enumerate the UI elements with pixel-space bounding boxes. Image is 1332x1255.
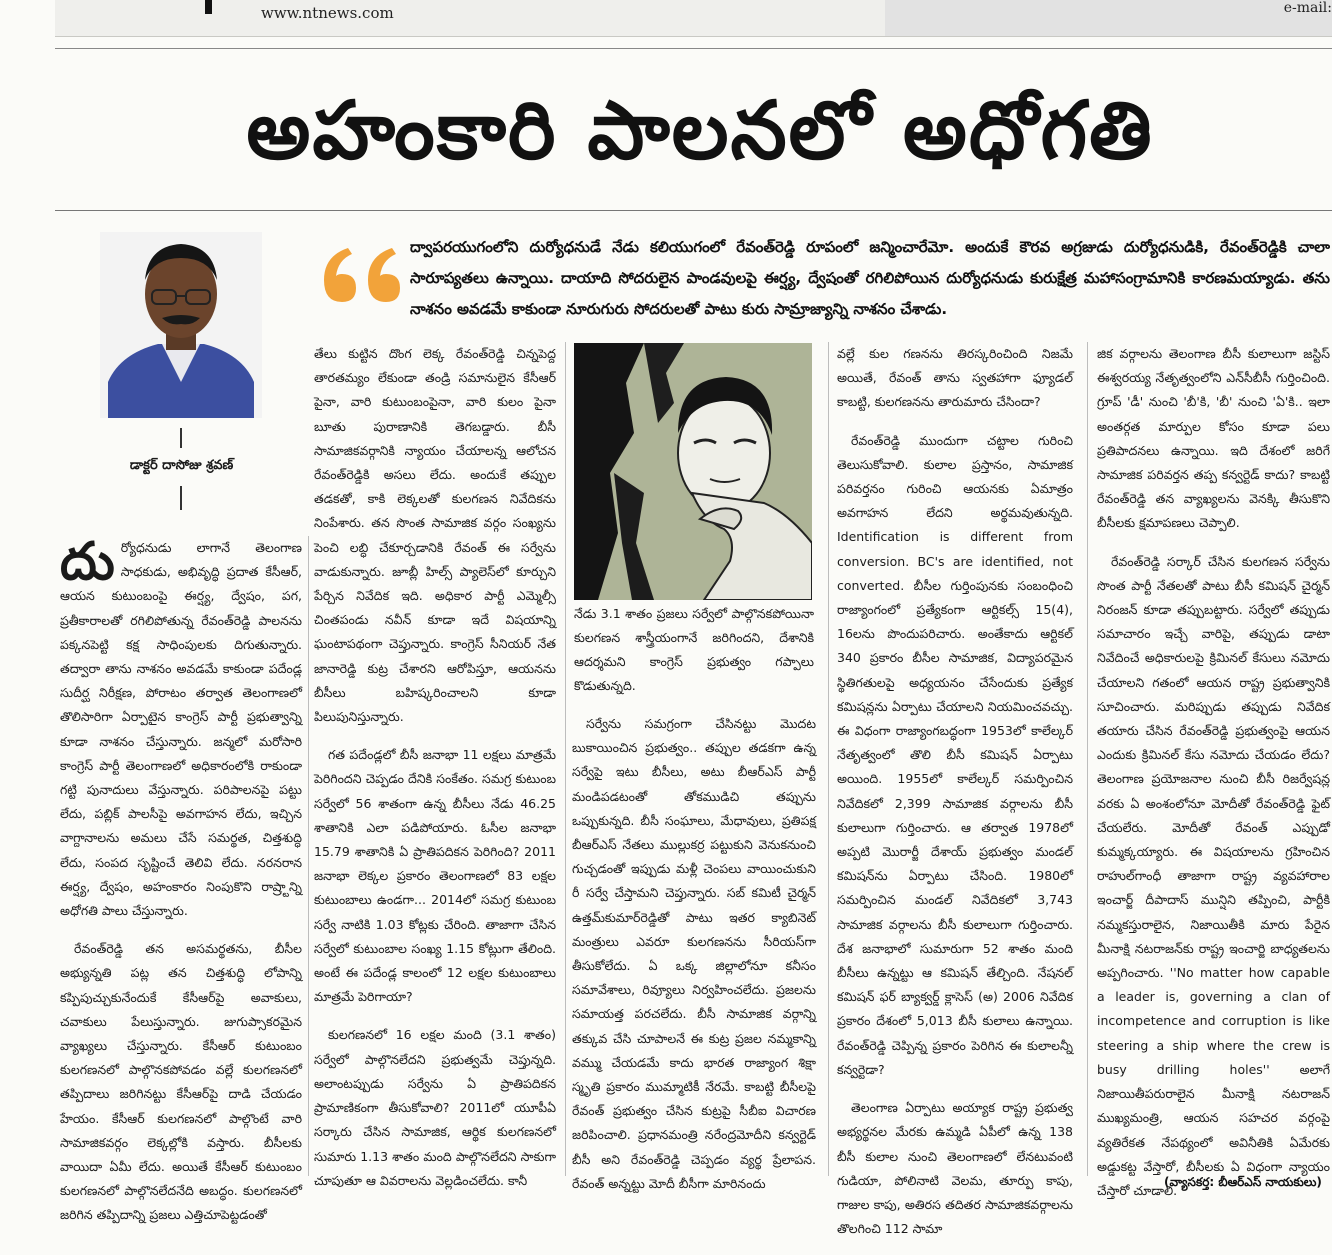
revanth-reddy-illustration bbox=[574, 343, 812, 600]
masthead-right-panel bbox=[885, 0, 1332, 36]
pull-quote: ద్వాపరయుగంలోని దుర్యోధనుడే నేడు కలియుగంలో రేవంత్‌రెడ్డి రూపంలో జన్మించారేమో. అందుకే కౌరవ అగ్రజుడు దుర్యోధనుడికి, రేవంత్‌రెడ్డికి చాలా సారూప్యతలు ఉన్నాయి. దాయాది సోదరులైన పాండవులపై ఈర్ష్య, ద్వేషంతో రగిలిపోయిన దుర్యోధనుడు కురుక్షేత్ర మహాసంగ్రామానికి కారణమయ్యాడు. తను నాశనం అవడమే కాకుండా నూరుగురు సోదరులతో పాటు కురు సామ్రాజ్యాన్ని నాశనం చేశాడు. bbox=[410, 238, 1330, 318]
column-2-paragraph-1: తేలు కుట్టిన దొంగ లెక్క రేవంత్‌రెడ్డి చిన్నపెద్ద తారతమ్యం లేకుండా తండ్రి సమానులైన కేసీఆర్ పైనా, వారి కుటుంబంపైనా, వారి కులం పైనా బూతు పురాణానికి తెగబడ్డారు. బీసీ సామాజికవర్గానికి న్యాయం చేయాలన్న ఆలోచన రేవంత్‌రెడ్డికి అసలు లేదు. అందుకే తప్పుల తడకతో, కాకి లెక్కలతో కులగణన నివేదికను నింపేశారు. తన సొంత సామాజిక వర్గం సంఖ్యను పెంచి లబ్ధి చేకూర్చడానికి రేవంత్ ఈ సర్వేను వాడుకున్నారు. జూబ్లీ హిల్స్ ప్యాలెస్‌లో కూర్చుని పేర్చిన నివేదిక ఇది. అధికార పార్టీ ఎమ్మెల్సీ చింతపండు నవీన్ కూడా ఇదే విషయాన్ని ఘంటాపథంగా చెప్తున్నారు. కాంగ్రెస్ సీనియర్ నేత జానారెడ్డి కుట్ర చేశారని ఆరోపిస్తూ, ఆయనను బీసీలు బహిష్కరించాలని కూడా పిలుపునిస్తున్నారు. bbox=[314, 346, 556, 725]
masthead-url: www.ntnews.com bbox=[261, 4, 394, 22]
author-credit: (వ్యాసకర్త: బీఆర్‌ఎస్ నాయకులు) bbox=[1164, 1175, 1322, 1189]
column-2-paragraph-3: కులగణనలో 16 లక్షల మంది (3.1 శాతం) సర్వేలో పాల్గొనలేదని ప్రభుత్వమే చెప్తున్నది. అలాంటప్పుడు సర్వేను ఏ ప్రాతిపదికన ప్రామాణికంగా తీసుకోవాలి? 2011లో యూపీఏ సర్కారు చేసిన సామాజిక, ఆర్థిక కులగణనలో సుమారు 1.13 శాతం మంది పాల్గొనలేదని సాకుగా చూపుతూ ఆ వివరాలను వెల్లడించలేదు. కానీ bbox=[314, 1027, 556, 1188]
article-column-1 bbox=[60, 532, 302, 1242]
column-1-paragraph-1 bbox=[60, 532, 302, 923]
column-rule-2 bbox=[565, 342, 566, 1176]
article-column-2 bbox=[314, 342, 556, 1207]
article-headline: అహంకారి పాలనలో అధోగతి bbox=[246, 84, 1154, 177]
image-caption: నేడు 3.1 శాతం ప్రజలు సర్వేలో పాల్గొనకపోయినా కులగణన శాస్త్రీయంగానే జరిగిందని, దేశానికి ఆదర్శమని కాంగ్రెస్ ప్రభుత్వం గప్పాలు కొడుతున్నది. bbox=[574, 606, 814, 693]
author-name: డాక్టర్ దాసోజు శ్రవణ్ bbox=[129, 458, 234, 473]
column-4-paragraph-3: తెలంగాణ ఏర్పాటు అయ్యాక రాష్ట్ర ప్రభుత్వ అభ్యర్థనల మేరకు ఉమ్మడి ఏపీలో ఉన్న 138 బీసీ కులాల నుంచి తెలంగాణలో లేనటువంటి గుడియా, పోలినాటి వెలమ, తూర్పు కాపు, గాజుల కాపు, అతిరస తదితర సామాజికవర్గాలను తొలగించి 112 సామా bbox=[837, 1100, 1073, 1237]
column-rule-1 bbox=[308, 536, 309, 1176]
masthead bbox=[55, 0, 1332, 37]
author-photo bbox=[100, 232, 262, 418]
column-3-paragraph-1: సర్వేను సమగ్రంగా చేసినట్టు మొదట బుకాయించిన ప్రభుత్వం.. తప్పుల తడకగా ఉన్న సర్వేపై ఇటు బీసీలు, అటు బీఆర్‌ఎస్ పార్టీ మండిపడటంతో తోకముడిచి తప్పును ఒప్పుకున్నది. బీసీ సంఘాలు, మేధావులు, ప్రతిపక్ష బీఆర్‌ఎస్ నేతలు ముల్లుకర్ర పట్టుకుని వెనుకనుంచి గుచ్చడంతో ఇప్పుడు మళ్లీ చెంపలు వాయించుకుని రీ సర్వే చేస్తామని చెప్తున్నారు. సబ్ కమిటీ చైర్మన్ ఉత్తమ్‌కుమార్‌రెడ్డితో పాటు ఇతర క్యాబినెట్ మంత్రులు ఎవరూ కులగణనను సీరియస్‌గా తీసుకోలేదు. ఏ ఒక్క జిల్లాలోనూ కనీసం సమావేశాలు, రివ్యూలు నిర్వహించలేదు. ప్రజలను సమాయత్త పరచలేదు. బీసీ సామాజిక వర్గాన్ని తక్కువ చేసి చూపాలనే ఈ కుట్ర ప్రజల నమ్మకాన్ని వమ్ము చేయడమే కాదు భారత రాజ్యాంగ శిక్షా స్మృతి ప్రకారం ముమ్మాటికీ నేరమే. కాబట్టి బీసీలపై రేవంత్ ప్రభుత్వం చేసిన కుట్రపై సీబీఐ విచారణ జరిపించాలి. ప్రధానమంత్రి నరేంద్రమోదీని కన్వర్టెడ్ బీసీ అని రేవంత్‌రెడ్డి చెప్పడం వ్యర్థ ప్రేలాపన. రేవంత్ అన్నట్టు మోదీ బీసీగా మారినందు bbox=[572, 716, 816, 1191]
column-rule-3 bbox=[828, 342, 829, 1176]
illustration-graphic bbox=[574, 343, 812, 600]
quote-mark-icon bbox=[318, 246, 400, 306]
column-5-paragraph-1: జిక వర్గాలను తెలంగాణ బీసీ కులాలుగా జస్టిస్ ఈశ్వరయ్య నేతృత్వంలోని ఎన్‌సీబీసీ గుర్తించింది. గ్రూప్ 'డీ' నుంచి 'బీ'కి, 'బీ' నుంచి 'ఏ'కి.. ఇలా అంతర్గత మార్పుల కోసం కూడా పలు ప్రతిపాదనలు ఉన్నాయి. ఇది దేశంలో జరిగే సామాజిక పరివర్తన తప్ప కన్వర్టెడ్ కాదు? కాబట్టి రేవంత్‌రెడ్డి తన వ్యాఖ్యలను వెనక్కి తీసుకొని బీసీలకు క్షమాపణలు చెప్పాలి. bbox=[1097, 346, 1330, 531]
drop-cap: దు bbox=[60, 532, 115, 592]
column-4-paragraph-1: వల్లే కుల గణనను తిరస్కరించింది నిజమే అయితే, రేవంత్ తాను స్వతహాగా ఫ్యూడల్ కాబట్టి, కులగణనను తారుమారు చేసిందా? bbox=[837, 346, 1073, 410]
column-1-paragraph-1-text: ర్యోధనుడు లాగానే తెలంగాణ సాధకుడు, అభివృద్ధి ప్రదాత కేసీఆర్, ఆయన కుటుంబంపై ఈర్ష్య, ద్వేషం, పగ, ప్రతీకారాలతో రగిలిపోతున్న రేవంత్‌రెడ్డి పాలనను పక్కనపెట్టి కక్ష సాధింపులకు దిగుతున్నారు. తద్వారా తాను నాశనం అవడమే కాకుండా పదేండ్ల సుదీర్ఘ నిరీక్షణ, పోరాటం తర్వాత తెలంగాణలో తొలిసారిగా ఏర్పాటైన కాంగ్రెస్ పార్టీ ప్రభుత్వాన్ని కూడా నాశనం చేస్తున్నారు. జన్మలో మరోసారి కాంగ్రెస్ పార్టీ తెలంగాణలో అధికారంలోకి రాకుండా గట్టి పునాదులు వేస్తున్నారు. పరిపాలనపై పట్టు లేదు, పబ్లిక్ పాలసీపై అవగాహన లేదు, ఇచ్చిన వాగ్దానాలను అమలు చేసే సమర్థత, చిత్తశుద్ధి లేదు, సంపద సృష్టించే తెలివి లేదు. నరనరాన ఈర్ష్య, ద్వేషం, అహంకారం నింపుకొని రాష్ర్టాన్ని అధోగతి పాలు చేస్తున్నారు. bbox=[60, 540, 302, 919]
column-2-paragraph-2: గత పదేండ్లలో బీసీ జనాభా 11 లక్షలు మాత్రమే పెరిగిందని చెప్పడం దేనికి సంకేతం. సమగ్ర కుటుంబ సర్వేలో 56 శాతంగా ఉన్న బీసీలు నేడు 46.25 శాతానికి ఎలా పడిపోయారు. ఓసీల జనాభా 15.79 శాతానికి ఏ ప్రాతిపదికన పెరిగింది? 2011 జనాభా లెక్కల ప్రకారం తెలంగాణలో 83 లక్షల కుటుంబాలు ఉండగా... 2014లో సమగ్ర కుటుంబ సర్వే నాటికి 1.03 కోట్లకు చేరింది. తాజాగా చేసిన సర్వేలో కుటుంబాల సంఖ్య 1.15 కోట్లుగా తేలింది. అంటే ఈ పదేండ్ల కాలంలో 12 లక్షల కుటుంబాలు మాత్రమే పెరిగాయా? bbox=[314, 747, 556, 1005]
author-portrait-illustration bbox=[100, 232, 262, 418]
column-4-paragraph-2: రేవంత్‌రెడ్డి ముందుగా చట్టాల గురించి తెలుసుకోవాలి. కులాల ప్రస్తానం, సామాజిక పరివర్తనం గురించి ఆయనకు ఏమాత్రం అవగాహన లేదని అర్థమవుతున్నది. Identification is different from conversion. BC's are identified, not converted. బీసీల గుర్తింపునకు సంబంధించి రాజ్యాంగంలో ప్రత్యేకంగా ఆర్టికల్స్ 15(4), 16లను పొందుపరిచారు. అంతేకాదు ఆర్టికల్ 340 ప్రకారం బీసీల సామాజిక, విద్యాపరమైన స్థితిగతులపై అధ్యయనం చేసేందుకు ప్రత్యేక కమిషన్లను ఏర్పాటు చేయాలని నియమించవచ్చు. ఈ విధంగా రాజ్యాంగబద్ధంగా 1953లో కాలేల్కర్ నేతృత్వంలో తొలి బీసీ కమిషన్ ఏర్పాటు అయింది. 1955లో కాలేల్కర్ సమర్పించిన నివేదికలో 2,399 సామాజిక వర్గాలను బీసీ కులాలుగా గుర్తించారు. ఆ తర్వాత 1978లో అప్పటి మొరార్జీ దేశాయ్ ప్రభుత్వం మండల్ కమిషన్‌ను ఏర్పాటు చేసింది. 1980లో సమర్పించిన మండల్ నివేదికలో 3,743 సామాజిక వర్గాలను బీసీ కులాలుగా గుర్తించారు. దేశ జనాభాలో సుమారుగా 52 శాతం మంది బీసీలు ఉన్నట్టు ఆ కమిషన్ తేల్చింది. నేషనల్ కమిషన్ ఫర్ బ్యాక్వర్డ్ క్లాసెస్ (అ) 2006 నివేదిక ప్రకారం దేశంలో 5,013 బీసీ కులాలు ఉన్నాయి. రేవంత్‌రెడ్డి చెప్పిన్న ప్రకారం పెరిగిన ఈ కులాలన్నీ కన్వర్టెడా? bbox=[837, 432, 1073, 1077]
column-5-paragraph-2: రేవంత్‌రెడ్డి సర్కార్ చేసిన కులగణన సర్వేను సొంత పార్టీ నేతలతో పాటు బీసీ కమిషన్ చైర్మన్ నిరంజన్ కూడా తప్పుబట్టారు. సర్వేలో తప్పుడు సమాచారం ఇచ్చే వారిపై, తప్పుడు డాటా నివేదించే అధికారులపై క్రిమినల్ కేసులు నమోదు చేయాలని గతంలో ఆయన రాష్ట్ర ప్రభుత్వానికి సూచించారు. మరిప్పుడు తప్పుడు నివేదిక తయారు చేసిన రేవంత్‌రెడ్డి ప్రభుత్వంపై ఆయన ఎందుకు క్రిమినల్ కేసు నమోదు చేయడం లేదు? తెలంగాణ ప్రయోజనాల నుంచి బీసీ రిజర్వేషన్ల వరకు ఏ అంశంలోనూ మోదీతో రేవంత్‌రెడ్డి ఫైట్ చేయలేరు. మోదీతో రేవంత్ ఎప్పుడో కుమ్మక్కయ్యారు. ఈ విషయాలను గ్రహించిన రాహుల్‌గాంధీ తాజాగా రాష్ట్ర వ్యవహారాల ఇంచార్జ్ దీపాదాస్ మున్షిని తప్పించి, పార్టీకి నమ్మకస్తురాలైన, నిజాయితీకి మారు పేరైన మీనాక్షి నటరాజన్‌కు రాష్ట్ర ఇంచార్జి బాధ్యతలను అప్పగించారు. ''No matter how capable a leader is, governing a clan of incompetence and corruption is like steering a ship where the crew is busy drilling holes'' అలాగే నిజాయితీపరురాలైన మీనాక్షి నటరాజన్ ముఖ్యమంత్రి, ఆయన సహచర వర్గంపై వ్యతిరేకత నేపథ్యంలో అవినీతికి ఏమేరకు అడ్డుకట్ట వేస్తారో, బీసీలకు ఏ విధంగా న్యాయం చేస్తారో చూడాలి. bbox=[1097, 553, 1330, 1198]
article-column-3 bbox=[572, 712, 816, 1210]
top-rule bbox=[55, 48, 1332, 49]
masthead-bar bbox=[205, 0, 212, 14]
author-divider-bottom bbox=[180, 486, 182, 510]
article-column-4 bbox=[837, 342, 1073, 1255]
email-label: e-mail: bbox=[1283, 0, 1332, 16]
article-column-5 bbox=[1097, 342, 1330, 1217]
column-rule-4 bbox=[1087, 342, 1088, 1176]
author-divider-top bbox=[180, 428, 182, 448]
headline-rule bbox=[55, 210, 1332, 211]
column-1-paragraph-2: రేవంత్‌రెడ్డి తన అసమర్థతను, బీసీల అభ్యున్నతి పట్ల తన చిత్తశుద్ధి లోపాన్ని కప్పిపుచ్చుకునేందుకే కేసీఆర్‌పై అవాకులు, చవాకులు పేలుస్తున్నారు. జుగుప్సాకరమైన వ్యాఖ్యలు చేస్తున్నారు. కేసీఆర్ కుటుంబం కులగణనలో పాల్గొనకపోవడం వల్లే కులగణనలో తప్పిదాలు జరిగినట్టు కేసీఆర్‌పై దాడి చేయడం హేయం. కేసీఆర్ కులగణనలో పాల్గొంటే వారి సామాజికవర్గం లెక్కల్లోకి వస్తారు. బీసీలకు వాయిదా ఏమీ లేదు. అయితే కేసీఆర్ కుటుంబం కులగణనలో పాల్గొనలేదనేది అబద్ధం. కులగణనలో జరిగిన తప్పిదాన్ని ప్రజలు ఎత్తిచూపెట్టడంతో bbox=[60, 941, 302, 1223]
